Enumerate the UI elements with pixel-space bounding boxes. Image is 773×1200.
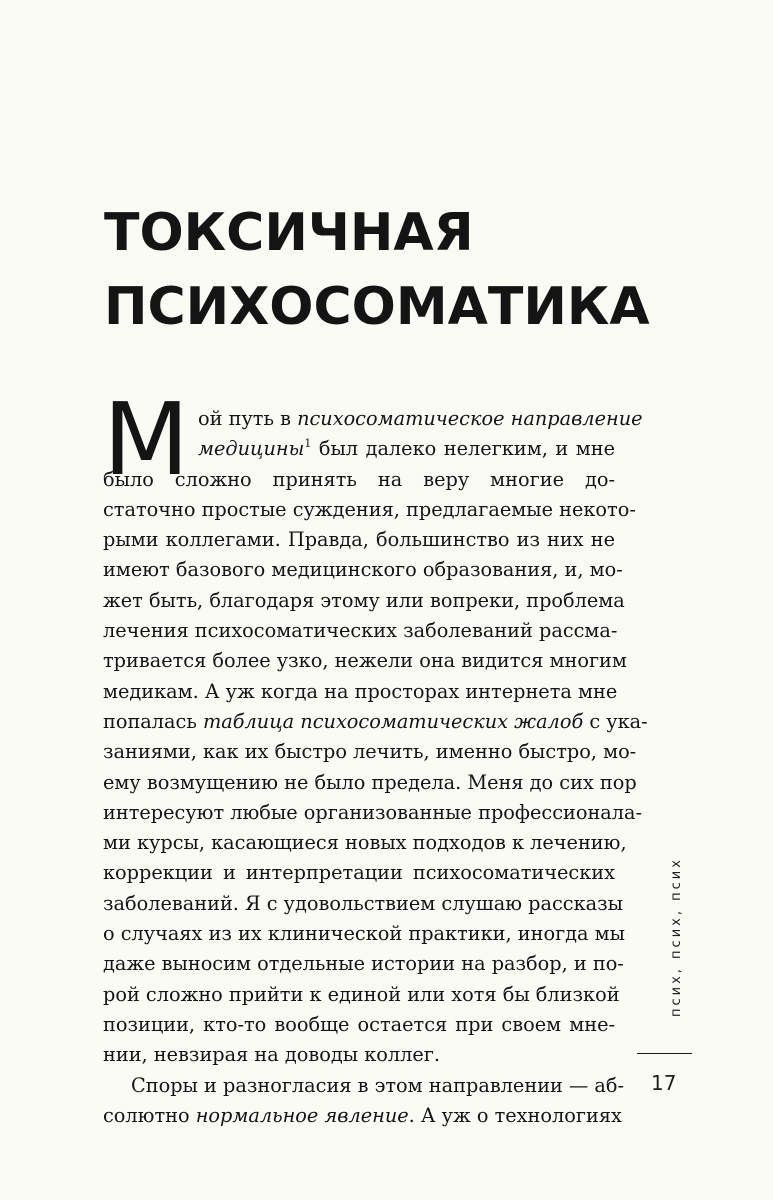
line-text: ему возмущению не было предела. Меня до сих пор (103, 770, 637, 794)
line-text: рой сложно прийти к единой или хотя бы близкой (103, 982, 620, 1006)
italic-term: нормальное явление (195, 1103, 409, 1127)
text-line (103, 1101, 622, 1131)
text-line (103, 525, 615, 555)
text-line (103, 737, 637, 767)
text-line (103, 798, 643, 828)
text-line (103, 919, 626, 949)
line-text: тривается более узко, нежели она видится многим (103, 649, 627, 673)
line-text: был далеко нелегким, и мне (311, 437, 615, 461)
text-line (103, 768, 637, 798)
chapter-title (104, 196, 664, 344)
footnote-marker: 1 (304, 437, 312, 451)
line-text: медикам. А уж когда на просторах интернета мне (103, 679, 618, 703)
line-text: ми курсы, касающиеся новых подходов к лечению, (103, 831, 627, 855)
italic-term: таблица психосоматических жалоб (202, 709, 584, 733)
line-text: . А уж о технологиях (408, 1103, 622, 1127)
line-text: Споры и разногласия в этом направлении — аб- (131, 1073, 625, 1097)
text-line (103, 404, 643, 434)
line-text: было сложно принять на веру многие до- (103, 467, 615, 491)
text-line (103, 677, 618, 707)
line-text: жет быть, благодаря этому или вопреки, проблема (103, 588, 625, 612)
line-text: заболеваний. Я с удовольствием слушаю рассказы (103, 891, 623, 915)
body-text (103, 404, 648, 1131)
running-head-text: псих, псих, псих (669, 857, 684, 1017)
text-line (103, 465, 615, 495)
line-text: коррекции и интерпретации психосоматических (103, 861, 615, 885)
text-line (103, 980, 620, 1010)
text-line (103, 495, 636, 525)
text-line (103, 1040, 615, 1070)
line-text: с ука- (583, 709, 648, 733)
running-head (644, 852, 694, 1022)
line-text: ой путь в (198, 407, 298, 430)
text-line (103, 434, 615, 464)
line-text: о случаях из их клинической практики, иногда мы (103, 922, 626, 946)
paragraph-1 (103, 404, 648, 1071)
drop-cap: М (103, 381, 190, 498)
chapter-title-line-1: ТОКСИЧНАЯ (104, 203, 474, 263)
line-text: даже выносим отдельные истории на разбор, и по- (103, 952, 624, 976)
text-line (103, 828, 627, 858)
text-line (103, 949, 624, 979)
line-text: попалась (103, 709, 203, 733)
line-text: лечения психосоматических заболеваний рассма- (103, 619, 618, 643)
text-line (103, 707, 648, 737)
text-line (103, 555, 623, 585)
text-line (103, 889, 623, 919)
paragraph-2 (103, 1071, 625, 1132)
line-text: позиции, кто-то вообще остается при своем мне- (103, 1012, 615, 1036)
line-text: имеют базового медицинского образования, и, мо- (103, 558, 623, 582)
line-text: статочно простые суждения, предлагаемые некото- (103, 497, 636, 521)
footer-rule (637, 1053, 692, 1054)
line-text: интересуют любые организованные профессионала- (103, 800, 643, 824)
text-line (103, 1010, 615, 1040)
text-line (103, 1071, 625, 1101)
line-text: рыми коллегами. Правда, большинство из них не (103, 528, 615, 552)
page-number: 17 (651, 1071, 677, 1095)
line-text: солютно (103, 1103, 196, 1127)
text-line (103, 586, 625, 616)
chapter-title-line-2: ПСИХОСОМАТИКА (104, 277, 650, 337)
text-line (103, 646, 627, 676)
italic-term: психосоматическое направление (297, 407, 643, 430)
italic-term: медицины (198, 437, 305, 461)
line-text: нии, невзирая на доводы коллег. (103, 1043, 440, 1067)
text-line (103, 858, 615, 888)
text-line (103, 616, 618, 646)
line-text: заниями, как их быстро лечить, именно быстро, мо- (103, 740, 637, 764)
